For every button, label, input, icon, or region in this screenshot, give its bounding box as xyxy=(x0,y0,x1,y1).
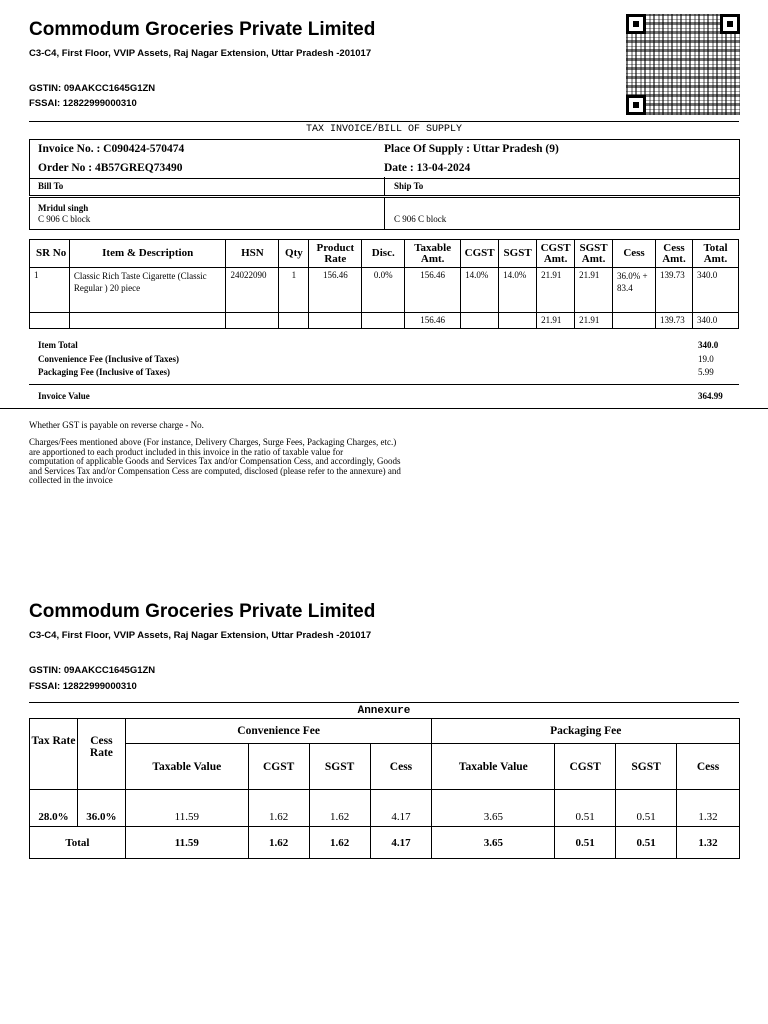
item-total-value: 340.0 xyxy=(698,340,719,350)
table-row xyxy=(30,790,740,827)
convenience-fee-value: 19.0 xyxy=(698,354,714,364)
cell-item: Classic Rich Taste Cigarette (Classic Regular ) 20 piece xyxy=(69,268,226,313)
reverse-charge-note: Whether GST is payable on reverse charge - No. xyxy=(29,420,204,430)
place-of-supply: Place Of Supply : Uttar Pradesh (9) xyxy=(384,143,559,155)
invoice-number: Invoice No. : C090424-570474 xyxy=(38,143,185,155)
annex-pack-cgst: 0.51 xyxy=(555,790,616,827)
company-name: Commodum Groceries Private Limited xyxy=(29,19,376,40)
divider xyxy=(0,408,768,409)
cell-cgst-amt: 21.91 xyxy=(537,268,575,313)
col-disc: Disc. xyxy=(362,240,405,268)
company-address: C3-C4, First Floor, VVIP Assets, Raj Nagar Extension, Uttar Pradesh -201017 xyxy=(29,48,372,59)
annex-pack-sgst: 0.51 xyxy=(616,790,677,827)
bill-to-label: Bill To xyxy=(38,181,64,191)
conv-cgst-header: CGST xyxy=(248,744,309,790)
address-body-row xyxy=(29,197,740,230)
cell-disc: 0.0% xyxy=(362,268,405,313)
total-cess-amt: 139.73 xyxy=(655,313,692,329)
item-total-label: Item Total xyxy=(38,340,78,350)
company-address: C3-C4, First Floor, VVIP Assets, Raj Nagar Extension, Uttar Pradesh -201017 xyxy=(29,630,372,641)
col-rate: Product Rate xyxy=(309,240,362,268)
invoice-heading: TAX INVOICE/BILL OF SUPPLY xyxy=(305,124,463,135)
conv-taxable-header: Taxable Value xyxy=(125,744,248,790)
cell-sr: 1 xyxy=(30,268,70,313)
note-line: and Services Tax and/or Compensation Cess are computed, disclosed (please refer to the annexure) and xyxy=(29,465,401,476)
invoice-info-box xyxy=(29,139,740,179)
col-total: Total Amt. xyxy=(692,240,738,268)
col-cgst: CGST xyxy=(461,240,499,268)
annexure-heading: Annexure xyxy=(357,705,411,717)
bill-to-name: Mridul singh xyxy=(38,203,89,213)
order-number: Order No : 4B57GREQ73490 xyxy=(38,162,183,174)
company-name: Commodum Groceries Private Limited xyxy=(29,601,376,622)
divider xyxy=(29,702,739,703)
pack-sgst-header: SGST xyxy=(616,744,677,790)
address-header-row xyxy=(29,177,740,196)
conv-cess-header: Cess xyxy=(370,744,432,790)
packaging-fee-label: Packaging Fee (Inclusive of Taxes) xyxy=(38,367,170,377)
gstin: GSTIN: 09AAKCC1645G1ZN xyxy=(29,83,156,94)
col-hsn: HSN xyxy=(226,240,279,268)
packaging-fee-value: 5.99 xyxy=(698,367,714,377)
convenience-fee-header: Convenience Fee xyxy=(125,719,432,744)
cess-rate-header: Cess Rate xyxy=(77,719,125,790)
invoice-value: 364.99 xyxy=(698,391,723,401)
col-sr: SR No xyxy=(30,240,70,268)
col-cgst-amt: CGST Amt. xyxy=(537,240,575,268)
annex-total-pack-cgst: 0.51 xyxy=(555,827,616,859)
note-line: are apportioned to each product included in this invoice in the ratio of taxable value for xyxy=(29,446,344,457)
col-cess: Cess xyxy=(613,240,656,268)
cell-taxable: 156.46 xyxy=(405,268,461,313)
annex-conv-taxable: 11.59 xyxy=(125,790,248,827)
total-sgst-amt: 21.91 xyxy=(575,313,613,329)
annex-conv-cgst: 1.62 xyxy=(248,790,309,827)
total-cgst-amt: 21.91 xyxy=(537,313,575,329)
charges-note xyxy=(29,438,449,486)
annexure-group-row xyxy=(30,719,740,744)
col-sgst-amt: SGST Amt. xyxy=(575,240,613,268)
divider xyxy=(29,121,739,122)
annex-total-label: Total xyxy=(30,827,126,859)
annex-total-pack-sgst: 0.51 xyxy=(616,827,677,859)
convenience-fee-label: Convenience Fee (Inclusive of Taxes) xyxy=(38,354,179,364)
cell-sgst: 14.0% xyxy=(499,268,537,313)
bill-to-address: C 906 C block xyxy=(38,214,91,224)
annex-tax-rate: 28.0% xyxy=(30,790,78,827)
col-qty: Qty xyxy=(279,240,309,268)
col-cess-amt: Cess Amt. xyxy=(655,240,692,268)
cell-sgst-amt: 21.91 xyxy=(575,268,613,313)
divider xyxy=(29,384,739,385)
total-taxable: 156.46 xyxy=(405,313,461,329)
cell-rate: 156.46 xyxy=(309,268,362,313)
conv-sgst-header: SGST xyxy=(309,744,370,790)
cell-qty: 1 xyxy=(279,268,309,313)
items-totals-row xyxy=(30,313,739,329)
cell-cess: 36.0% + 83.4 xyxy=(613,268,656,313)
annex-total-conv-taxable: 11.59 xyxy=(125,827,248,859)
pack-taxable-header: Taxable Value xyxy=(432,744,555,790)
cell-cess-amt: 139.73 xyxy=(655,268,692,313)
annexure-total-row xyxy=(30,827,740,859)
cell-hsn: 24022090 xyxy=(226,268,279,313)
annexure-table xyxy=(29,718,740,859)
gstin: GSTIN: 09AAKCC1645G1ZN xyxy=(29,665,156,676)
cell-total: 340.0 xyxy=(692,268,738,313)
packaging-fee-header: Packaging Fee xyxy=(432,719,740,744)
note-line: Charges/Fees mentioned above (For instance, Delivery Charges, Surge Fees, Packaging Charges, etc.) xyxy=(29,437,397,447)
note-line: collected in the invoice xyxy=(29,475,113,485)
annex-conv-sgst: 1.62 xyxy=(309,790,370,827)
invoice-date: Date : 13-04-2024 xyxy=(384,162,471,174)
invoice-value-label: Invoice Value xyxy=(38,391,90,401)
annex-total-conv-cess: 4.17 xyxy=(370,827,432,859)
cell-cgst: 14.0% xyxy=(461,268,499,313)
annex-total-pack-cess: 1.32 xyxy=(677,827,740,859)
annexure-subheader-row xyxy=(30,744,740,790)
total-amount: 340.0 xyxy=(692,313,738,329)
annex-pack-taxable: 3.65 xyxy=(432,790,555,827)
pack-cgst-header: CGST xyxy=(555,744,616,790)
annex-cess-rate: 36.0% xyxy=(77,790,125,827)
col-item: Item & Description xyxy=(69,240,226,268)
note-line: computation of applicable Goods and Services Tax and/or Compensation Cess, and accordingly, Goods xyxy=(29,456,401,466)
ship-to-address: C 906 C block xyxy=(394,214,447,224)
pack-cess-header: Cess xyxy=(677,744,740,790)
annex-total-pack-taxable: 3.65 xyxy=(432,827,555,859)
annex-total-conv-sgst: 1.62 xyxy=(309,827,370,859)
ship-to-label: Ship To xyxy=(394,181,424,191)
col-sgst: SGST xyxy=(499,240,537,268)
annex-pack-cess: 1.32 xyxy=(677,790,740,827)
col-taxable: Taxable Amt. xyxy=(405,240,461,268)
items-header-row xyxy=(30,240,739,268)
qr-code-icon xyxy=(626,14,740,115)
annex-total-conv-cgst: 1.62 xyxy=(248,827,309,859)
items-table xyxy=(29,239,739,329)
tax-rate-header: Tax Rate xyxy=(30,719,78,790)
fssai: FSSAI: 12822999000310 xyxy=(29,98,137,109)
fssai: FSSAI: 12822999000310 xyxy=(29,681,137,692)
annex-conv-cess: 4.17 xyxy=(370,790,432,827)
table-row xyxy=(30,268,739,313)
